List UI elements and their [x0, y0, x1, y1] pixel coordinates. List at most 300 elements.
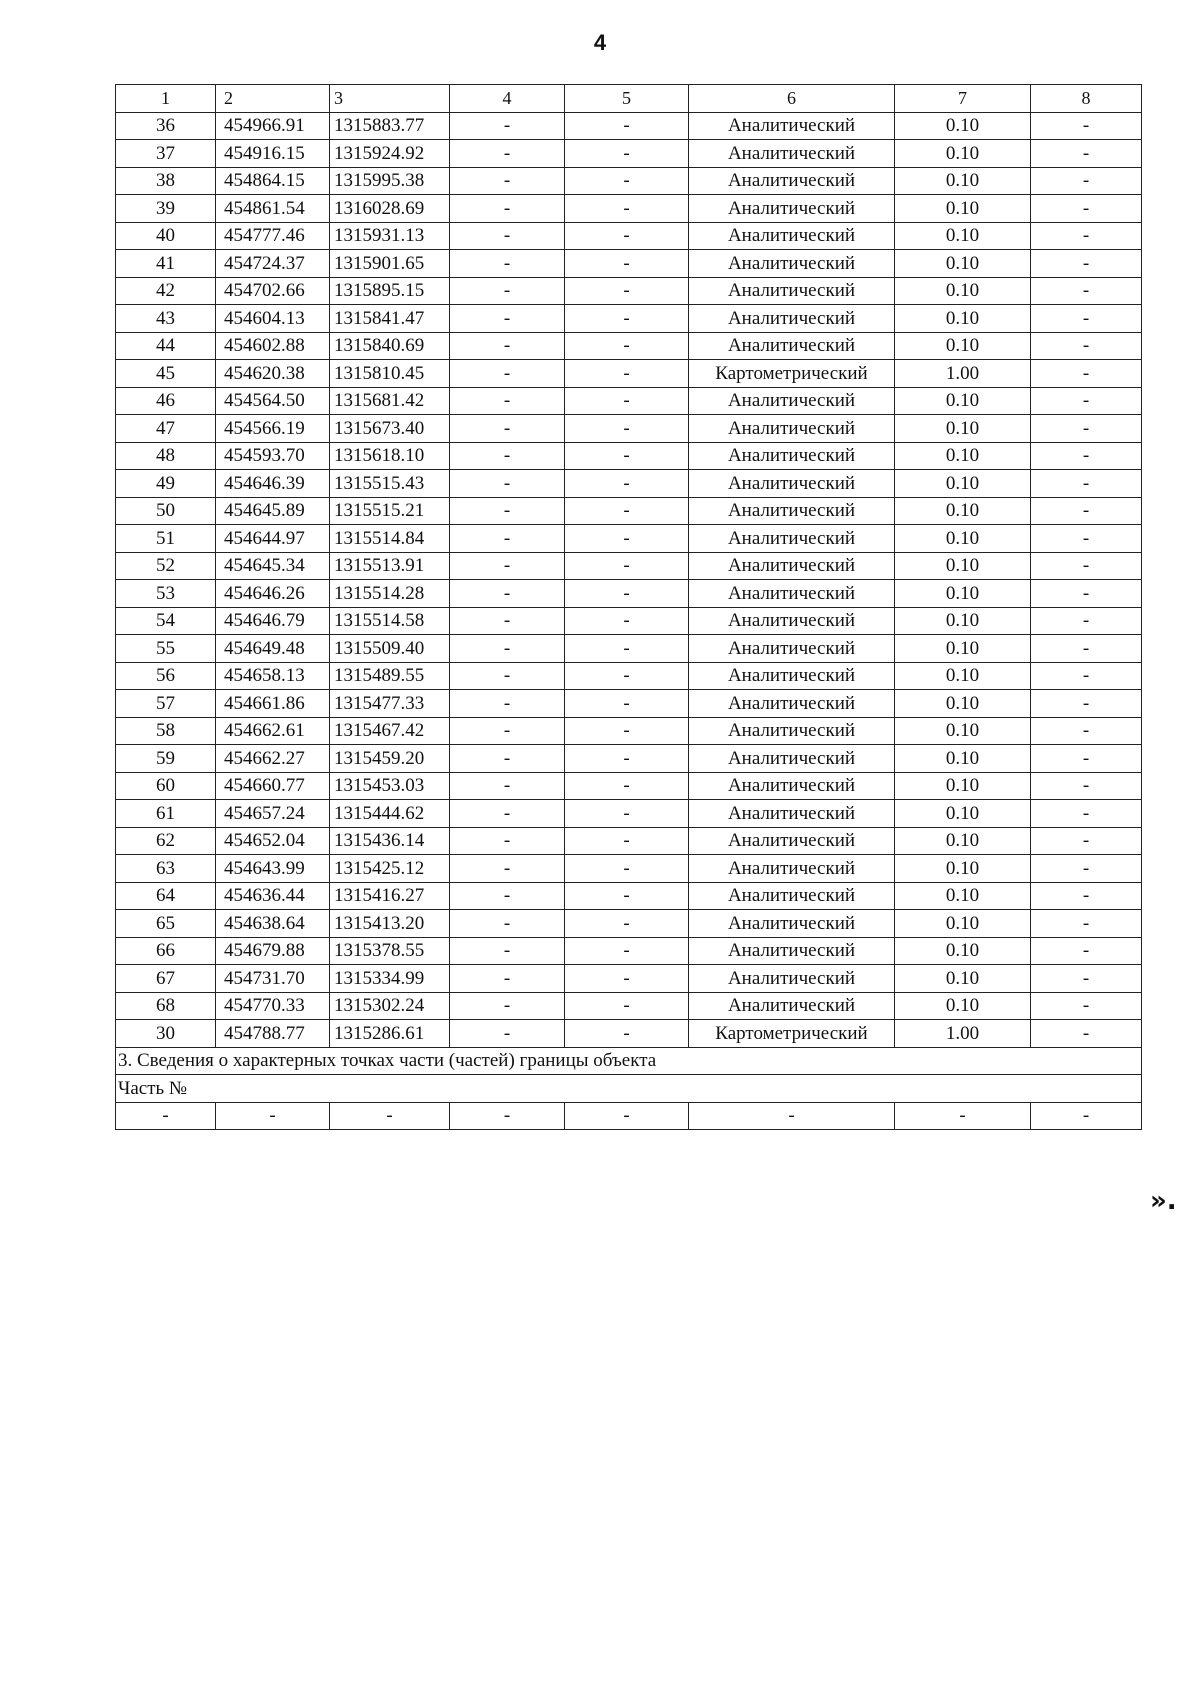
cell-precision: 0.10 — [895, 937, 1031, 965]
cell-coord-y: 1315459.20 — [330, 745, 450, 773]
cell-col-8: - — [1031, 112, 1142, 140]
cell-col-8: - — [1031, 470, 1142, 498]
cell-col-4: - — [450, 140, 565, 168]
table-row — [116, 222, 1142, 250]
cell-coord-x: 454593.70 — [216, 442, 330, 470]
cell-point-number: 54 — [116, 607, 216, 635]
cell-point-number: 1 — [116, 85, 216, 113]
table-row — [116, 195, 1142, 223]
cell-col-8: - — [1031, 167, 1142, 195]
table-row — [116, 937, 1142, 965]
cell-coord-x: 454966.91 — [216, 112, 330, 140]
table-row — [116, 965, 1142, 993]
cell-precision: 0.10 — [895, 305, 1031, 333]
cell-coord-y: 1315286.61 — [330, 1020, 450, 1048]
cell-col-5: - — [565, 580, 689, 608]
cell-col-8: - — [1031, 992, 1142, 1020]
cell-col-4: - — [450, 112, 565, 140]
cell-col-8: - — [1031, 745, 1142, 773]
cell-precision: 0.10 — [895, 745, 1031, 773]
cell-col-8: - — [1031, 525, 1142, 553]
cell-method: Аналитический — [689, 415, 895, 443]
cell-col-8: - — [1031, 442, 1142, 470]
cell-coord-y: 1315436.14 — [330, 827, 450, 855]
cell-method: Аналитический — [689, 992, 895, 1020]
cell-point-number: 64 — [116, 882, 216, 910]
cell-col-4: - — [450, 470, 565, 498]
cell-coord-y: 1315515.21 — [330, 497, 450, 525]
cell-col-5: - — [565, 717, 689, 745]
cell-col-5: - — [565, 442, 689, 470]
cell-col-5: - — [565, 1020, 689, 1048]
cell-coord-x: 454770.33 — [216, 992, 330, 1020]
table-row — [116, 360, 1142, 388]
cell-coord-y: 1315895.15 — [330, 277, 450, 305]
table-row — [116, 607, 1142, 635]
cell-coord-x: 454620.38 — [216, 360, 330, 388]
cell-point-number: 40 — [116, 222, 216, 250]
cell-coord-x: 454662.61 — [216, 717, 330, 745]
cell-col-4: - — [450, 882, 565, 910]
cell-col-5: - — [565, 140, 689, 168]
cell-point-number: 61 — [116, 800, 216, 828]
cell-col-4: - — [450, 827, 565, 855]
cell-precision: 0.10 — [895, 910, 1031, 938]
cell-precision: 0.10 — [895, 497, 1031, 525]
cell-method: Аналитический — [689, 965, 895, 993]
cell-col-4: - — [450, 855, 565, 883]
table-row — [116, 305, 1142, 333]
cell-col-5: - — [565, 360, 689, 388]
cell-col-4: - — [450, 415, 565, 443]
cell-coord-y: 1315467.42 — [330, 717, 450, 745]
cell-point-number: 44 — [116, 332, 216, 360]
cell-coord-x: 2 — [216, 85, 330, 113]
cell-coord-y: 1315841.47 — [330, 305, 450, 333]
table-row — [116, 635, 1142, 663]
cell-col-8: - — [1031, 690, 1142, 718]
table-body — [116, 85, 1142, 1130]
cell-col-8: - — [1031, 635, 1142, 663]
cell-col-4: - — [450, 607, 565, 635]
cell-col-5: - — [565, 745, 689, 773]
cell-precision: 0.10 — [895, 690, 1031, 718]
empty-cell: - — [330, 1102, 450, 1130]
cell-col-8: 8 — [1031, 85, 1142, 113]
cell-point-number: 48 — [116, 442, 216, 470]
cell-coord-x: 454604.13 — [216, 305, 330, 333]
cell-precision: 0.10 — [895, 717, 1031, 745]
table-row — [116, 827, 1142, 855]
cell-coord-x: 454646.79 — [216, 607, 330, 635]
cell-coord-y: 1315514.84 — [330, 525, 450, 553]
cell-point-number: 30 — [116, 1020, 216, 1048]
cell-coord-y: 1315810.45 — [330, 360, 450, 388]
cell-precision: 0.10 — [895, 662, 1031, 690]
table-row — [116, 992, 1142, 1020]
cell-coord-x: 454566.19 — [216, 415, 330, 443]
cell-precision: 0.10 — [895, 607, 1031, 635]
cell-point-number: 39 — [116, 195, 216, 223]
cell-precision: 0.10 — [895, 222, 1031, 250]
cell-precision: 0.10 — [895, 332, 1031, 360]
cell-method: Аналитический — [689, 855, 895, 883]
cell-method: Аналитический — [689, 662, 895, 690]
cell-col-4: - — [450, 635, 565, 663]
cell-method: Аналитический — [689, 607, 895, 635]
cell-col-5: - — [565, 250, 689, 278]
cell-col-4: - — [450, 690, 565, 718]
cell-coord-x: 454638.64 — [216, 910, 330, 938]
cell-point-number: 50 — [116, 497, 216, 525]
cell-col-4: - — [450, 1020, 565, 1048]
cell-point-number: 68 — [116, 992, 216, 1020]
cell-method: Аналитический — [689, 910, 895, 938]
cell-col-8: - — [1031, 360, 1142, 388]
table-row — [116, 167, 1142, 195]
empty-cell: - — [1031, 1102, 1142, 1130]
cell-precision: 1.00 — [895, 1020, 1031, 1048]
cell-precision: 0.10 — [895, 635, 1031, 663]
cell-col-5: - — [565, 772, 689, 800]
table-row — [116, 277, 1142, 305]
cell-precision: 0.10 — [895, 112, 1031, 140]
cell-coord-y: 1315477.33 — [330, 690, 450, 718]
cell-col-8: - — [1031, 772, 1142, 800]
cell-method: Аналитический — [689, 140, 895, 168]
cell-col-5: - — [565, 662, 689, 690]
cell-precision: 0.10 — [895, 552, 1031, 580]
empty-cell: - — [689, 1102, 895, 1130]
cell-col-5: - — [565, 910, 689, 938]
cell-col-8: - — [1031, 415, 1142, 443]
cell-method: Аналитический — [689, 222, 895, 250]
cell-precision: 0.10 — [895, 140, 1031, 168]
cell-coord-x: 454645.89 — [216, 497, 330, 525]
cell-precision: 0.10 — [895, 277, 1031, 305]
cell-coord-x: 454564.50 — [216, 387, 330, 415]
table-row — [116, 745, 1142, 773]
cell-col-4: - — [450, 772, 565, 800]
cell-method: Аналитический — [689, 470, 895, 498]
cell-col-8: - — [1031, 552, 1142, 580]
cell-coord-x: 454702.66 — [216, 277, 330, 305]
cell-col-8: - — [1031, 140, 1142, 168]
cell-col-8: - — [1031, 222, 1142, 250]
table-row — [116, 470, 1142, 498]
cell-point-number: 60 — [116, 772, 216, 800]
cell-method: Аналитический — [689, 552, 895, 580]
table-row — [116, 552, 1142, 580]
cell-col-4: - — [450, 992, 565, 1020]
cell-precision: 0.10 — [895, 167, 1031, 195]
table-row — [116, 882, 1142, 910]
cell-col-4: - — [450, 552, 565, 580]
empty-cell: - — [895, 1102, 1031, 1130]
cell-coord-y: 1315618.10 — [330, 442, 450, 470]
cell-coord-y: 1315302.24 — [330, 992, 450, 1020]
cell-method: 6 — [689, 85, 895, 113]
cell-method: Аналитический — [689, 690, 895, 718]
cell-col-4: - — [450, 250, 565, 278]
table-row — [116, 112, 1142, 140]
cell-coord-y: 1315883.77 — [330, 112, 450, 140]
cell-precision: 7 — [895, 85, 1031, 113]
cell-col-5: - — [565, 387, 689, 415]
empty-cell: - — [565, 1102, 689, 1130]
table-row — [116, 140, 1142, 168]
cell-col-4: - — [450, 332, 565, 360]
cell-col-4: - — [450, 360, 565, 388]
cell-point-number: 42 — [116, 277, 216, 305]
cell-col-4: - — [450, 580, 565, 608]
page-number: 4 — [593, 30, 607, 55]
cell-col-8: - — [1031, 717, 1142, 745]
cell-col-4: - — [450, 167, 565, 195]
cell-method: Аналитический — [689, 580, 895, 608]
table-row — [116, 855, 1142, 883]
cell-col-5: - — [565, 855, 689, 883]
cell-method: Картометрический — [689, 360, 895, 388]
cell-coord-x: 454636.44 — [216, 882, 330, 910]
cell-method: Аналитический — [689, 277, 895, 305]
cell-col-5: - — [565, 415, 689, 443]
cell-point-number: 53 — [116, 580, 216, 608]
cell-col-4: - — [450, 442, 565, 470]
cell-coord-y: 1315444.62 — [330, 800, 450, 828]
cell-col-8: - — [1031, 827, 1142, 855]
cell-col-4: - — [450, 277, 565, 305]
table-row — [116, 497, 1142, 525]
cell-coord-y: 3 — [330, 85, 450, 113]
cell-coord-x: 454645.34 — [216, 552, 330, 580]
cell-point-number: 36 — [116, 112, 216, 140]
cell-method: Аналитический — [689, 442, 895, 470]
cell-coord-x: 454731.70 — [216, 965, 330, 993]
cell-col-8: - — [1031, 855, 1142, 883]
cell-point-number: 52 — [116, 552, 216, 580]
cell-precision: 0.10 — [895, 800, 1031, 828]
cell-method: Аналитический — [689, 635, 895, 663]
cell-col-5: - — [565, 497, 689, 525]
cell-col-5: - — [565, 965, 689, 993]
cell-point-number: 37 — [116, 140, 216, 168]
table-row — [116, 772, 1142, 800]
cell-col-5: - — [565, 937, 689, 965]
cell-col-8: - — [1031, 195, 1142, 223]
cell-precision: 1.00 — [895, 360, 1031, 388]
cell-coord-x: 454861.54 — [216, 195, 330, 223]
cell-col-8: - — [1031, 937, 1142, 965]
cell-method: Аналитический — [689, 772, 895, 800]
cell-col-5: - — [565, 690, 689, 718]
cell-col-4: - — [450, 525, 565, 553]
cell-point-number: 67 — [116, 965, 216, 993]
cell-method: Аналитический — [689, 525, 895, 553]
cell-col-8: - — [1031, 250, 1142, 278]
table-row — [116, 717, 1142, 745]
cell-col-5: - — [565, 470, 689, 498]
cell-coord-x: 454658.13 — [216, 662, 330, 690]
cell-method: Аналитический — [689, 717, 895, 745]
cell-method: Аналитический — [689, 827, 895, 855]
cell-col-4: - — [450, 717, 565, 745]
cell-col-4: - — [450, 910, 565, 938]
cell-precision: 0.10 — [895, 772, 1031, 800]
cell-col-5: - — [565, 222, 689, 250]
cell-point-number: 43 — [116, 305, 216, 333]
cell-col-5: - — [565, 112, 689, 140]
cell-col-8: - — [1031, 662, 1142, 690]
cell-precision: 0.10 — [895, 965, 1031, 993]
cell-col-5: - — [565, 827, 689, 855]
cell-precision: 0.10 — [895, 470, 1031, 498]
cell-coord-y: 1315514.58 — [330, 607, 450, 635]
cell-point-number: 38 — [116, 167, 216, 195]
cell-point-number: 59 — [116, 745, 216, 773]
cell-col-4: - — [450, 662, 565, 690]
part-label: Часть № — [116, 1075, 1142, 1103]
cell-col-8: - — [1031, 497, 1142, 525]
cell-col-8: - — [1031, 387, 1142, 415]
cell-method: Аналитический — [689, 800, 895, 828]
cell-precision: 0.10 — [895, 992, 1031, 1020]
cell-coord-y: 1315840.69 — [330, 332, 450, 360]
cell-col-4: 4 — [450, 85, 565, 113]
cell-point-number: 62 — [116, 827, 216, 855]
cell-col-5: - — [565, 992, 689, 1020]
cell-coord-x: 454724.37 — [216, 250, 330, 278]
cell-coord-y: 1315334.99 — [330, 965, 450, 993]
cell-col-4: - — [450, 195, 565, 223]
cell-coord-x: 454788.77 — [216, 1020, 330, 1048]
cell-coord-y: 1315995.38 — [330, 167, 450, 195]
cell-coord-x: 454657.24 — [216, 800, 330, 828]
cell-col-5: - — [565, 800, 689, 828]
cell-coord-x: 454660.77 — [216, 772, 330, 800]
cell-col-4: - — [450, 387, 565, 415]
cell-col-5: 5 — [565, 85, 689, 113]
cell-coord-y: 1315413.20 — [330, 910, 450, 938]
cell-precision: 0.10 — [895, 580, 1031, 608]
table-row — [116, 525, 1142, 553]
cell-point-number: 57 — [116, 690, 216, 718]
cell-point-number: 41 — [116, 250, 216, 278]
empty-row — [116, 1102, 1142, 1130]
table-row — [116, 415, 1142, 443]
cell-point-number: 51 — [116, 525, 216, 553]
cell-coord-x: 454649.48 — [216, 635, 330, 663]
cell-col-8: - — [1031, 607, 1142, 635]
cell-coord-x: 454777.46 — [216, 222, 330, 250]
cell-point-number: 65 — [116, 910, 216, 938]
cell-coord-x: 454646.39 — [216, 470, 330, 498]
cell-coord-x: 454652.04 — [216, 827, 330, 855]
cell-method: Аналитический — [689, 745, 895, 773]
cell-col-5: - — [565, 195, 689, 223]
empty-cell: - — [450, 1102, 565, 1130]
cell-point-number: 58 — [116, 717, 216, 745]
cell-method: Аналитический — [689, 497, 895, 525]
cell-coord-y: 1316028.69 — [330, 195, 450, 223]
cell-col-8: - — [1031, 305, 1142, 333]
cell-col-5: - — [565, 635, 689, 663]
cell-coord-x: 454646.26 — [216, 580, 330, 608]
cell-precision: 0.10 — [895, 525, 1031, 553]
section-title: 3. Сведения о характерных точках части (частей) границы объекта — [116, 1047, 1142, 1075]
cell-method: Аналитический — [689, 387, 895, 415]
cell-col-8: - — [1031, 800, 1142, 828]
table-row — [116, 580, 1142, 608]
cell-precision: 0.10 — [895, 442, 1031, 470]
cell-coord-y: 1315416.27 — [330, 882, 450, 910]
section-title-row — [116, 1047, 1142, 1075]
table-header-row — [116, 85, 1142, 113]
closing-quote-mark: ». — [1150, 1186, 1177, 1216]
table-row — [116, 332, 1142, 360]
cell-method: Картометрический — [689, 1020, 895, 1048]
table-row — [116, 690, 1142, 718]
table-row — [116, 910, 1142, 938]
cell-col-8: - — [1031, 965, 1142, 993]
table-row — [116, 800, 1142, 828]
cell-point-number: 66 — [116, 937, 216, 965]
cell-coord-y: 1315453.03 — [330, 772, 450, 800]
cell-col-5: - — [565, 525, 689, 553]
cell-coord-y: 1315924.92 — [330, 140, 450, 168]
table-row — [116, 662, 1142, 690]
cell-method: Аналитический — [689, 305, 895, 333]
cell-col-8: - — [1031, 277, 1142, 305]
cell-coord-y: 1315509.40 — [330, 635, 450, 663]
cell-coord-x: 454661.86 — [216, 690, 330, 718]
table-row — [116, 250, 1142, 278]
cell-col-4: - — [450, 305, 565, 333]
cell-point-number: 63 — [116, 855, 216, 883]
cell-point-number: 45 — [116, 360, 216, 388]
cell-precision: 0.10 — [895, 415, 1031, 443]
cell-col-5: - — [565, 167, 689, 195]
empty-cell: - — [116, 1102, 216, 1130]
cell-coord-y: 1315673.40 — [330, 415, 450, 443]
cell-coord-y: 1315901.65 — [330, 250, 450, 278]
cell-coord-y: 1315515.43 — [330, 470, 450, 498]
cell-precision: 0.10 — [895, 827, 1031, 855]
cell-method: Аналитический — [689, 195, 895, 223]
cell-coord-y: 1315514.28 — [330, 580, 450, 608]
cell-coord-y: 1315425.12 — [330, 855, 450, 883]
cell-col-4: - — [450, 497, 565, 525]
cell-precision: 0.10 — [895, 855, 1031, 883]
cell-col-5: - — [565, 305, 689, 333]
cell-coord-y: 1315378.55 — [330, 937, 450, 965]
cell-coord-x: 454602.88 — [216, 332, 330, 360]
cell-col-8: - — [1031, 1020, 1142, 1048]
empty-cell: - — [216, 1102, 330, 1130]
cell-col-4: - — [450, 745, 565, 773]
cell-point-number: 49 — [116, 470, 216, 498]
cell-method: Аналитический — [689, 167, 895, 195]
cell-col-8: - — [1031, 882, 1142, 910]
cell-method: Аналитический — [689, 937, 895, 965]
part-label-row — [116, 1075, 1142, 1103]
table-row — [116, 442, 1142, 470]
cell-col-5: - — [565, 882, 689, 910]
cell-point-number: 56 — [116, 662, 216, 690]
cell-coord-y: 1315489.55 — [330, 662, 450, 690]
cell-col-5: - — [565, 277, 689, 305]
cell-col-5: - — [565, 552, 689, 580]
